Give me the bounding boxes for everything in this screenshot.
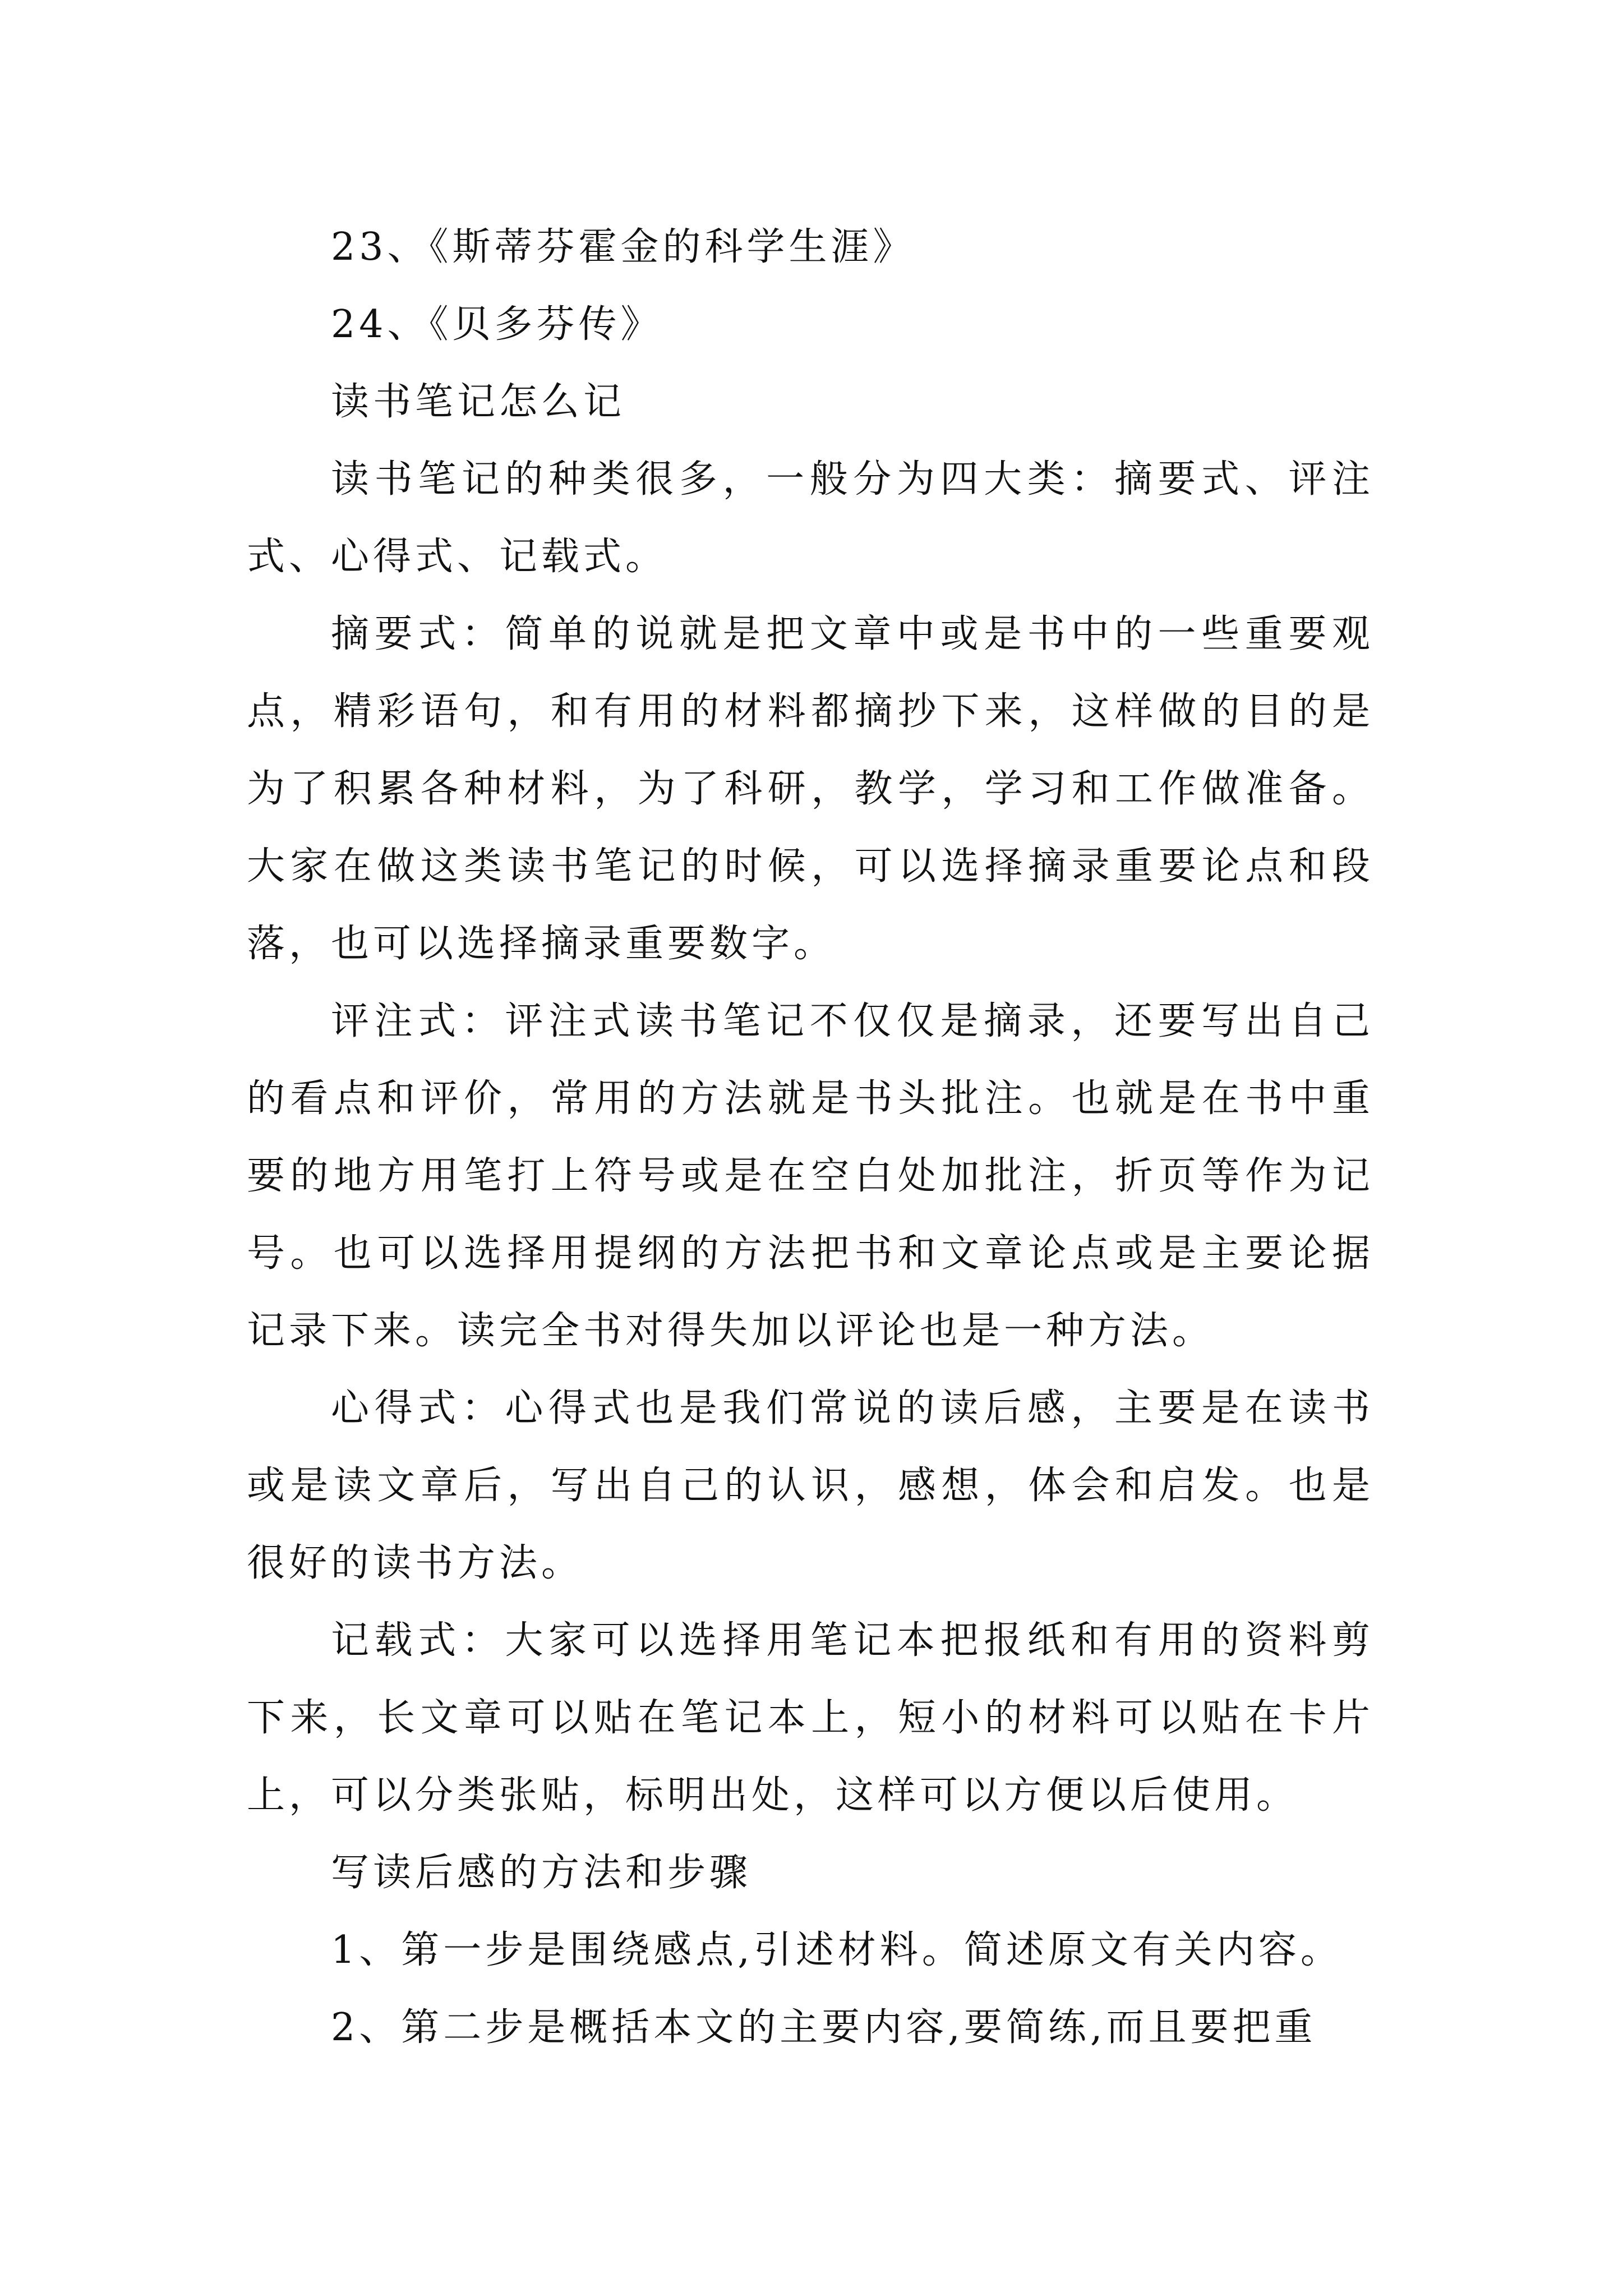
paragraph-note-types: 读书笔记的种类很多，一般分为四大类：摘要式、评注式、心得式、记载式。 <box>247 457 1374 579</box>
paragraph-reflection-style: 心得式：心得式也是我们常说的读后感，主要是在读书或是读文章后，写出自己的认识，感想，体会和启发。也是很好的读书方法。 <box>247 1386 1374 1585</box>
list-item-24: 24、《贝多芬传》 <box>331 302 663 347</box>
paragraph-excerpt-style: 摘要式：简单的说就是把文章中或是书中的一些重要观点，精彩语句，和有用的材料都摘抄下来，这样做的目的是为了积累各种材料，为了科研，教学，学习和工作做准备。大家在做这类读书笔记的时候，可以选择摘录重要论点和段落，也可以选择摘录重要数字。 <box>247 612 1374 966</box>
section-heading-review: 写读后感的方法和步骤 <box>331 1851 752 1895</box>
list-item-23: 23、《斯蒂芬霍金的科学生涯》 <box>331 225 915 269</box>
step-one: 1、第一步是围绕感点,引述材料。简述原文有关内容。 <box>331 1928 1343 1972</box>
step-two: 2、第二步是概括本文的主要内容,要简练,而且要把重 <box>331 2005 1317 2050</box>
paragraph-record-style: 记载式：大家可以选择用笔记本把报纸和有用的资料剪下来，长文章可以贴在笔记本上，短小的材料可以贴在卡片上，可以分类张贴，标明出处，这样可以方便以后使用。 <box>247 1618 1374 1818</box>
section-heading-notes: 读书笔记怎么记 <box>331 380 626 424</box>
body-text <box>247 209 1374 2067</box>
paragraph-annotation-style: 评注式：评注式读书笔记不仅仅是摘录，还要写出自己的看点和评价，常用的方法就是书头批注。也就是在书中重要的地方用笔打上符号或是在空白处加批注，折页等作为记号。也可以选择用提纲的方法把书和文章论点或是主要论据记录下来。读完全书对得失加以评论也是一种方法。 <box>247 999 1374 1353</box>
